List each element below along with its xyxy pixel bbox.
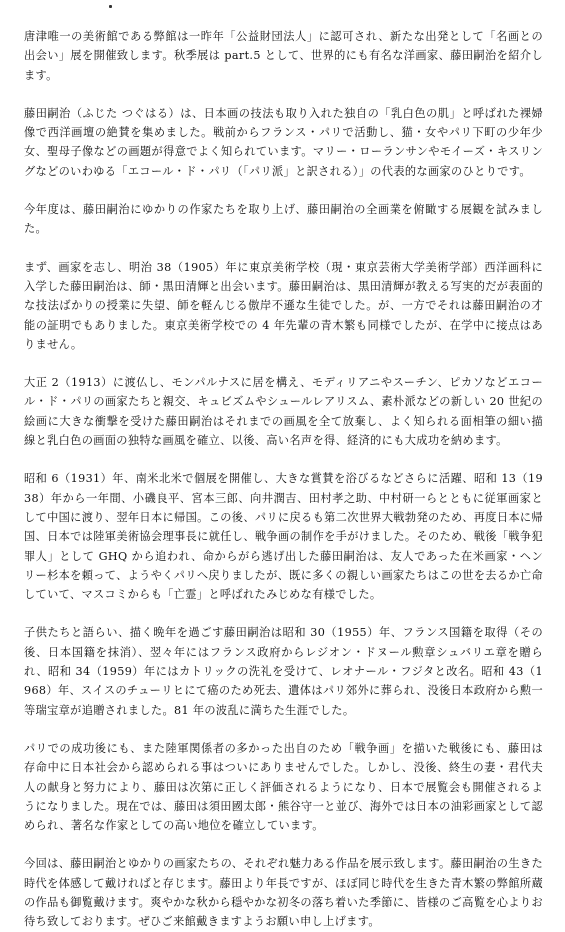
scan-mark <box>109 5 112 8</box>
paragraph-intro: 唐津唯一の美術館である弊館は一昨年「公益財団法人」に認可され、新たな出発として「名画との出会い」展を開催致します。秋季展は part.5 として、世界的にも有名な洋画家、藤田嗣治を紹介します。 <box>24 30 543 82</box>
paragraph-fujita-profile: 藤田嗣治（ふじた つぐはる）は、日本画の技法も取り入れた独自の「乳白色の肌」と呼ばれた裸婦像で西洋画壇の絶賛を集めました。戦前からフランス・パリで活動し、猫・女やパリ下町の少年少女、聖母子像などの画題が得意でよく知られています。マリー・ローランサンやモイーズ・キスリングなどのいわゆる「エコール・ド・パリ（「パリ派」と訳される）」の代表的な画家のひとりです。 <box>24 106 543 178</box>
paragraph-war-period: 昭和 6（1931）年、南米北米で個展を開催し、大きな賞賛を浴びるなどさらに活躍、昭和 13（1938）年から一年間、小磯良平、宮本三郎、向井潤吉、田村孝之助、中村研一らとともに従軍画家として中国に渡り、翌年日本に帰国。この後、パリに戻るも第二次世界大戦勃発のため、再度日本に帰国、日本では陸軍美術協会理事長に就任し、戦争画の制作を手がけました。そのため、戦後「戦争犯罪人」として GHQ から追われ、命からがら逃げ出した藤田嗣治は、友人であった在米画家・ヘンリー杉本を頼って、ようやくパリへ戻りましたが、既に多くの親しい画家たちはこの世を去るか亡命していて、マスコミからも「亡霊」と呼ばれたみじめな有様でした。 <box>24 472 543 602</box>
paragraph-paris-period: 大正 2（1913）に渡仏し、モンパルナスに居を構え、モディリアニやスーチン、ピカソなどエコール・ド・パリの画家たちと親交、キュビズムやシュールレアリスム、素朴派などの新しい 20 世紀の絵画に大きな衝撃を受けた藤田嗣治はそれまでの画風を全て放棄し、よく知られる面相筆の細い描線と乳白色の画面の独特な画風を確立、以後、高い名声を得、経済的にも大成功を納めます。 <box>24 376 543 448</box>
paragraph-later-life: 子供たちと語らい、描く晩年を過ごす藤田嗣治は昭和 30（1955）年、フランス国籍を取得（その後、日本国籍を抹消）、翌々年にはフランス政府からレジオン・ドヌール勲章シュバリエ章を贈られ、昭和 34（1959）年にはカトリックの洗礼を受けて、レオナール・フジタと改名。昭和 43（1968）年、スイスのチューリヒにて癌のため死去、遺体はパリ郊外に葬られ、没後日本政府から勲一等瑞宝章が追贈されました。81 年の波乱に満ちた生涯でした。 <box>24 626 543 717</box>
paragraph-early-years: まず、画家を志し、明治 38（1905）年に東京美術学校（現・東京芸術大学美術学部）西洋画科に入学した藤田嗣治は、師・黒田清輝と出会います。藤田嗣治は、黒田清輝が教える写実的だが表面的な技法ばかりの授業に失望、師を軽んじる傲岸不遜な生徒でした。が、一方でそれは藤田嗣治の才能の証明でもありました。東京美術学校での 4 年先輩の青木繁も同様でしたが、在学中に接点はありません。 <box>24 260 543 351</box>
paragraph-legacy: パリでの成功後にも、また陸軍関係者の多かった出自のため「戦争画」を描いた戦後にも、藤田は存命中に日本社会から認められる事はついにありませんでした。しかし、没後、終生の妻・君代夫人の献身と努力により、藤田は次第に正しく評価されるようになり、日本で展覧会も開催されるようになりました。現在では、藤田は須田國太郎・熊谷守一と並び、海外では日本の油彩画家として認められ、著名な作家としての高い地位を確立しています。 <box>24 741 543 833</box>
paragraph-exhibition-aim: 今年度は、藤田嗣治にゆかりの作家たちを取り上げ、藤田嗣治の全画業を俯瞰する展観を試みました。 <box>24 203 543 236</box>
paragraph-invitation: 今回は、藤田嗣治とゆかりの画家たちの、それぞれ魅力ある作品を展示致します。藤田嗣治の生きた時代を体感して戴ければと存じます。藤田より年長ですが、ほぼ同じ時代を生きた青木繁の弊館所蔵の作品も御覧戴けます。爽やかな秋から穏やかな初冬の落ち着いた季節に、皆様のご高覧を心よりお待ち致しております。ぜひご来館戴きますようお願い申し上げます。 <box>24 857 543 929</box>
